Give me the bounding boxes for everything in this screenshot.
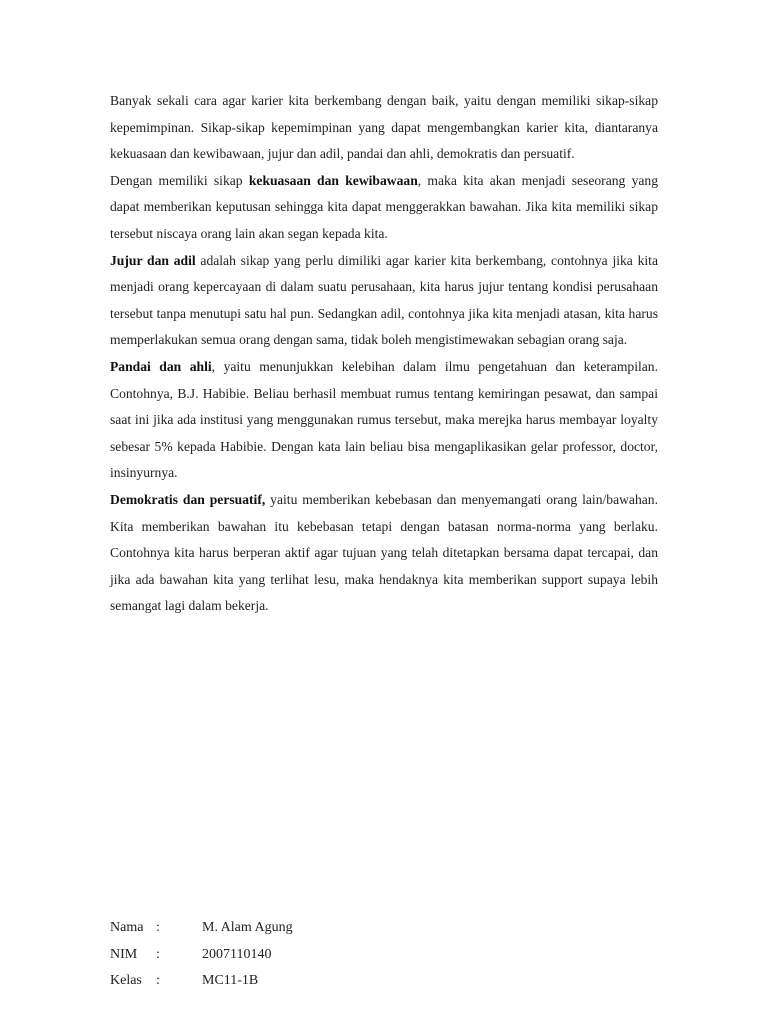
paragraph-intro [110, 88, 658, 168]
info-colon: : [156, 973, 160, 988]
info-colon: : [156, 946, 160, 962]
paragraph-pandai-text: , yaitu menunjukkan kelebihan dalam ilmu pengetahuan dan keterampilan. Contohnya, B.J. Habibie. Beliau berhasil membuat rumus tentang kemiringan pesawat, dan sampai saat ini jika ada institusi yang menggunakan rumus tersebut, maka merejka harus membayar loyalty sebesar 5% kepada Habibie. Dengan kata lain beliau bisa mengaplikasikan gelar professor, doctor, insinyurnya. [110, 358, 658, 481]
paragraph-intro-text: Banyak sekali cara agar karier kita berkembang dengan baik, yaitu dengan memiliki sikap-sikap kepemimpinan. Sikap-sikap kepemimpinan yang dapat mengembangkan karier kita, diantaranya kekuasaan dan kewibawaan, jujur dan adil, pandai dan ahli, demokratis dan persuatif. [110, 93, 658, 162]
info-value: 2007110140 [202, 946, 272, 962]
paragraph-pandai-term: Pandai dan ahli [110, 358, 212, 374]
paragraph-jujur-text: adalah sikap yang perlu dimiliki agar karier kita berkembang, contohnya jika kita menjadi orang kepercayaan di dalam suatu perusahaan, kita harus jujur tentang kondisi perusahaan tersebut tanpa menutupi satu hal pun. Sedangkan adil, contohnya jika kita menjadi atasan, kita harus memperlakukan semua orang dengan sama, tidak boleh mengistimewakan sebagian orang saja. [110, 252, 658, 348]
info-value: M. Alam Agung [202, 920, 293, 935]
paragraph-jujur [110, 248, 658, 354]
info-label: Kelas [110, 973, 142, 988]
paragraph-kekuasaan [110, 168, 658, 248]
info-label: Nama [110, 920, 144, 935]
info-colon: : [156, 920, 160, 935]
info-value: MC11-1B [202, 973, 259, 988]
info-row-nim [110, 942, 402, 969]
paragraph-kekuasaan-lead: Dengan memiliki sikap [110, 172, 249, 188]
essay-body [110, 88, 658, 620]
info-row-kelas [110, 968, 402, 995]
paragraph-demokratis-text: yaitu memberikan kebebasan dan menyemangati orang lain/bawahan. Kita memberikan bawahan itu kebebasan tetapi dengan batasan norma-norma yang berlaku. Contohnya kita harus berperan aktif agar tujuan yang telah ditetapkan bersama dapat tercapai, dan jika ada bawahan kita yang terlihat lesu, maka hendaknya kita memberikan support supaya lebih semangat lagi dalam bekerja. [110, 491, 658, 614]
paragraph-kekuasaan-text: , maka kita akan menjadi seseorang yang dapat memberikan keputusan sehingga kita dapat menggerakkan bawahan. Jika kita memiliki sikap tersebut niscaya orang lain akan segan kepada kita. [110, 172, 659, 241]
paragraph-kekuasaan-term: kekuasaan dan kewibawaan [248, 172, 418, 188]
paragraph-pandai [110, 354, 658, 487]
student-info [110, 915, 402, 995]
info-row-nama [110, 915, 402, 942]
paragraph-demokratis-term: Demokratis dan persuatif, [110, 491, 266, 507]
paragraph-demokratis [110, 487, 658, 620]
paragraph-jujur-term: Jujur dan adil [110, 252, 196, 268]
info-label: NIM [110, 946, 138, 962]
